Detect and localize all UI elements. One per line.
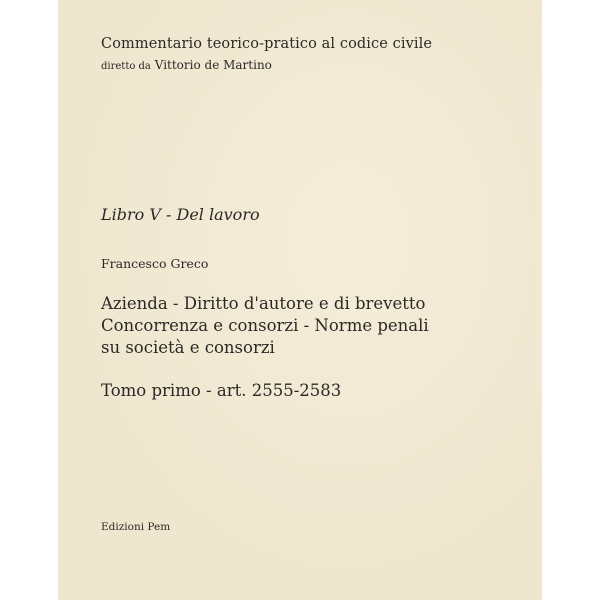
subject-line: su società e consorzi	[101, 338, 275, 357]
title-page	[58, 0, 542, 600]
book-subject	[101, 293, 429, 359]
series-title: Commentario teorico-pratico al codice civile	[101, 36, 433, 52]
subject-line: Concorrenza e consorzi - Norme penali	[101, 316, 429, 335]
tome-info: Tomo primo - art. 2555-2583	[101, 381, 342, 400]
series-editor	[101, 58, 272, 72]
subject-line: Azienda - Diritto d'autore e di brevetto	[101, 294, 426, 313]
publisher-name: Edizioni Pem	[101, 521, 171, 533]
editor-name: Vittorio de Martino	[154, 58, 272, 72]
editor-prefix: diretto da	[101, 61, 151, 72]
book-volume-heading: Libro V - Del lavoro	[101, 205, 260, 224]
author-name: Francesco Greco	[101, 256, 209, 271]
